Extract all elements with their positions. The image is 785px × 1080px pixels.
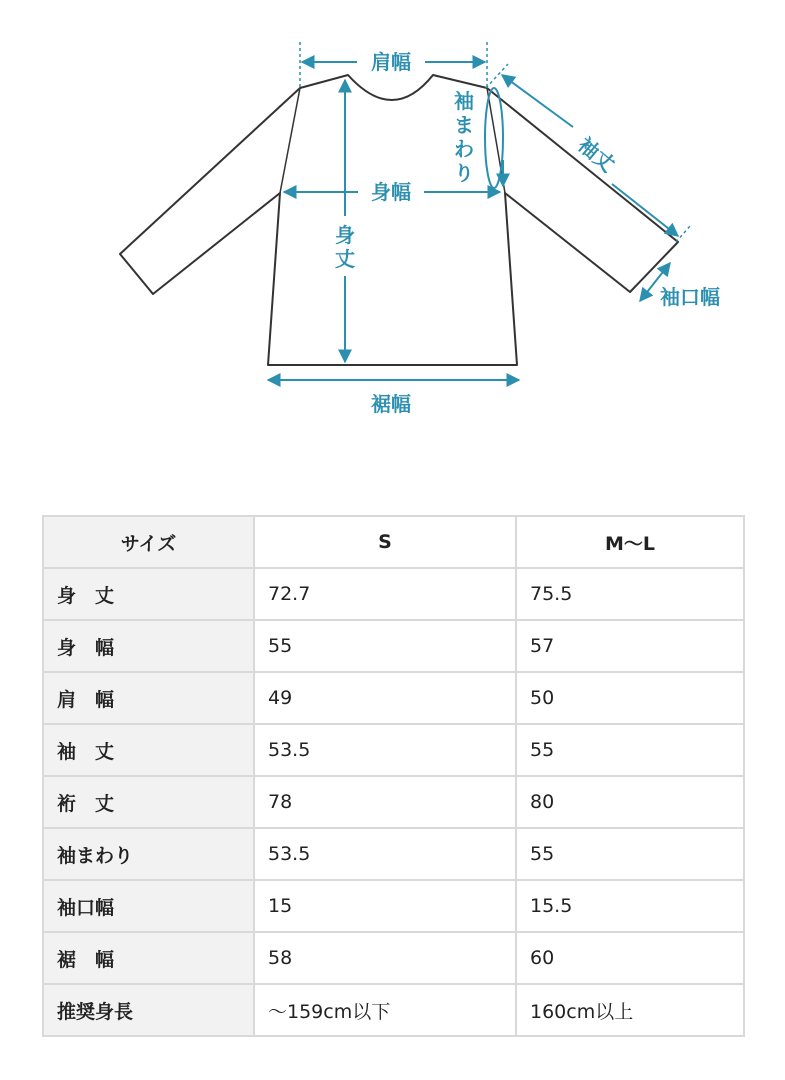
svg-text:り: り [454, 161, 474, 185]
garment-outline [120, 75, 678, 365]
body-length-label [335, 223, 355, 271]
cell-m-l: 160cm以上 [516, 984, 744, 1036]
cell-m-l: 57 [516, 620, 744, 672]
table-row [43, 724, 744, 776]
table-row [43, 932, 744, 984]
cell-m-l: 50 [516, 672, 744, 724]
garment-size-diagram [0, 0, 785, 440]
svg-text:わ: わ [454, 137, 474, 161]
row-label: 肩 幅 [43, 672, 254, 724]
header-size: サイズ [43, 516, 254, 568]
svg-text:ま: ま [454, 113, 474, 137]
sleeve-circ-ellipse [485, 88, 503, 188]
sleeve-length-label: 袖丈 [573, 132, 620, 177]
row-label: 裄 丈 [43, 776, 254, 828]
cell-s: 72.7 [254, 568, 516, 620]
shoulder-width-label: 肩幅 [371, 50, 411, 74]
svg-text:袖: 袖 [454, 89, 474, 113]
sleeve-circ-label [454, 89, 474, 185]
row-label: 推奨身長 [43, 984, 254, 1036]
table-row [43, 776, 744, 828]
body-width-label: 身幅 [371, 180, 411, 204]
cell-s: 49 [254, 672, 516, 724]
size-table-header [43, 516, 744, 568]
table-row [43, 568, 744, 620]
cell-m-l: 80 [516, 776, 744, 828]
cell-s: 53.5 [254, 828, 516, 880]
sleeve-arrow-upper [502, 75, 573, 127]
row-label: 袖まわり [43, 828, 254, 880]
row-label: 身 幅 [43, 620, 254, 672]
cell-s: 55 [254, 620, 516, 672]
row-label: 裾 幅 [43, 932, 254, 984]
svg-text:丈: 丈 [335, 247, 355, 271]
cell-s: 15 [254, 880, 516, 932]
cell-m-l: 60 [516, 932, 744, 984]
table-row [43, 984, 744, 1036]
cell-s: 53.5 [254, 724, 516, 776]
hem-width-label: 裾幅 [371, 392, 411, 416]
row-label: 身 丈 [43, 568, 254, 620]
cell-m-l: 55 [516, 724, 744, 776]
sleeve-arrow-lower [612, 184, 678, 236]
sleeve-guide-bottom [676, 226, 690, 242]
cell-m-l: 55 [516, 828, 744, 880]
cell-s: 58 [254, 932, 516, 984]
cell-s: 78 [254, 776, 516, 828]
svg-text:身: 身 [335, 223, 355, 247]
header-m-l: M〜L [516, 516, 744, 568]
table-row [43, 620, 744, 672]
table-row [43, 880, 744, 932]
size-table [42, 515, 745, 1037]
header-s: S [254, 516, 516, 568]
cell-m-l: 75.5 [516, 568, 744, 620]
cell-s: 〜159cm以下 [254, 984, 516, 1036]
row-label: 袖口幅 [43, 880, 254, 932]
cell-m-l: 15.5 [516, 880, 744, 932]
table-row [43, 672, 744, 724]
cuff-width-label: 袖口幅 [660, 285, 720, 309]
row-label: 袖 丈 [43, 724, 254, 776]
table-row [43, 828, 744, 880]
